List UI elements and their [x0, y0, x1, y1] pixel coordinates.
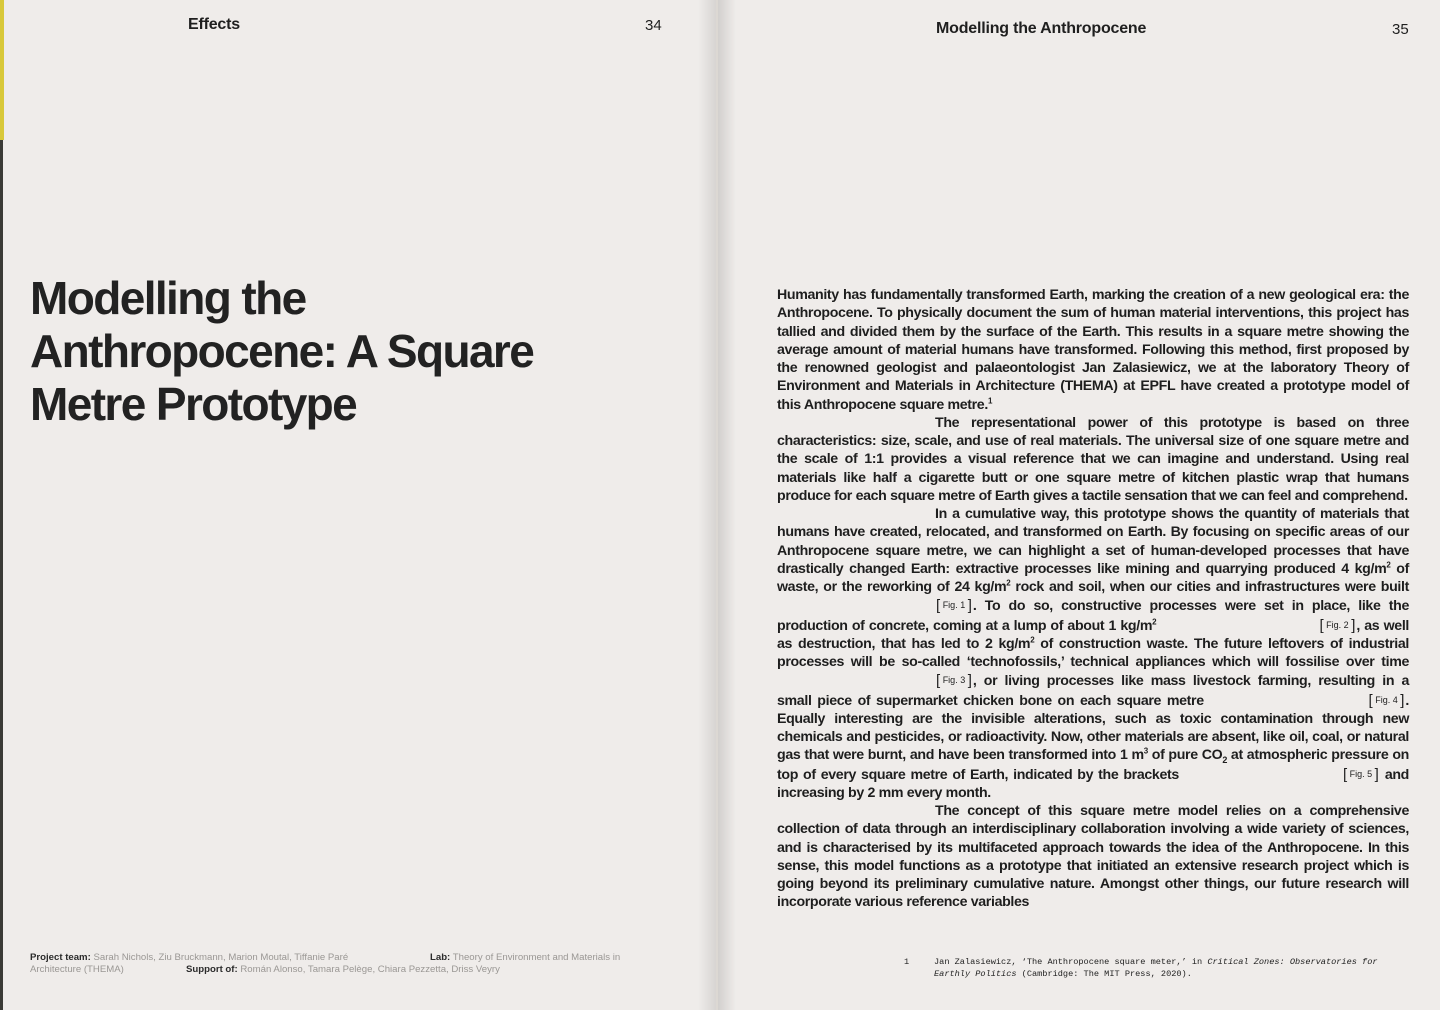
footnote-ref-1[interactable]: 1: [987, 395, 993, 405]
figure-ref-5[interactable]: [ Fig. 5 ]: [1342, 765, 1379, 783]
sup-2: 2: [1030, 635, 1035, 645]
p3-text-4: . To do so, constructive processes were set in place, like the production of concrete, coming at a lump of about 1 kg/m: [777, 598, 1409, 634]
chapter-title-line-2: Anthropocene: A Square: [30, 325, 534, 377]
running-head-right: Modelling the Anthropocene: [936, 20, 1147, 37]
p3-text-3: rock and soil, when our cities and infrastructures were built: [1010, 579, 1409, 595]
paragraph-2: The representational power of this prototype is based on three characteristics: size, scale, and use of real materials. The universal size of one square metre and the scale of 1:1 provides a visual reference that we can imagine and understand. Using real materials like half a cigarette butt or one square metre of kitchen plastic wrap that humans produce for each square metre of Earth gives a tactile sensation that we can feel and comprehend.: [777, 414, 1409, 504]
paragraph-1-text: Humanity has fundamentally transformed Earth, marking the creation of a new geological era: the Anthropocene. To physically document the sum of human material interventions, this project has tallied and divided them by the surface of the Earth. This results in a square metre showing the average amount of material humans have transformed. Following this method, first proposed by the renowned geologist and palaeontologist Jan Zalasiewicz, we at the laboratory Theory of Environment and Materials in Architecture (THEMA) at EPFL have created a prototype model of this Anthropocene square metre.: [777, 287, 1409, 413]
sup-2: 2: [1006, 578, 1011, 588]
lab-name-line-2: Architecture (THEMA): [30, 964, 124, 975]
sub-2: 2: [1222, 755, 1227, 766]
support-label: Support of:: [186, 964, 238, 975]
footnote-text-a: Jan Zalasiewicz, ‘The Anthropocene square meter,’ in: [934, 957, 1208, 967]
p3-text-7: , or living processes like mass livestock farming, resulting in a small piece of supermarket chicken bone on each square metre: [777, 673, 1409, 709]
p3-text-2: of waste, or the reworking of 24 kg/m: [777, 560, 1409, 595]
body-text: [777, 286, 1409, 912]
spine-shadow-left: [698, 0, 716, 1010]
paragraph-4: The concept of this square metre model relies on a comprehensive collection of data through an interdisciplinary collaboration involving a wide variety of sciences, and is characterised by its multifaceted approach towards the idea of the Anthropocene. In this sense, this model functions as a prototype that initiated an extensive research project which is going beyond its preliminary cumulative nature. Amongst other things, our future research will incorporate various reference variables: [777, 803, 1409, 911]
footnote-text-b: (Cambridge: The MIT Press, 2020).: [1016, 969, 1192, 979]
p3-text-6: of construction waste. The future leftovers of industrial processes will be so-called ‘technofossils,’ technical appliances which will fossilise over time: [777, 635, 1409, 670]
sup-2: 2: [1386, 560, 1391, 570]
left-page: [0, 0, 716, 1010]
figure-ref-1-label: Fig. 1: [942, 600, 966, 611]
sup-2: 2: [1152, 616, 1157, 626]
p3-text-8: . Equally interesting are the invisible alterations, such as toxic contamination through new chemicals and pesticides, or radioactivity. Now, other materials are absent, like oil, coal, or natural gas that were burnt, and have been transformed into 1 m: [777, 692, 1409, 764]
chapter-title-line-1: Modelling the: [30, 272, 306, 324]
figure-ref-3-label: Fig. 3: [942, 675, 966, 686]
page-edge-yellow: [0, 0, 4, 140]
project-team-names: Sarah Nichols, Ziu Bruckmann, Marion Moutal, Tiffanie Paré: [93, 952, 349, 963]
p3-text-5: , as well as destruction, that has led to 2 kg/m: [777, 617, 1410, 652]
chapter-title-line-3: Metre Prototype: [30, 378, 357, 430]
figure-ref-5-label: Fig. 5: [1349, 768, 1373, 779]
figure-ref-3[interactable]: [ Fig. 3 ]: [936, 672, 972, 690]
figure-ref-4[interactable]: [ Fig. 4 ]: [1368, 691, 1405, 709]
footnote-text: [934, 956, 1404, 980]
page-number-right: 35: [1392, 21, 1409, 38]
page-edge-dark: [0, 140, 3, 1010]
paragraph-1: [777, 286, 1409, 414]
figure-ref-4-label: Fig. 4: [1375, 694, 1398, 705]
project-team-label: Project team:: [30, 952, 91, 963]
paragraph-3: [777, 505, 1409, 802]
p3-text-9: of pure CO: [1147, 747, 1223, 764]
credits: [30, 952, 670, 976]
show-through-text: [60, 0, 660, 192]
p3-text-11: and increasing by 2 mm every month.: [777, 766, 1410, 801]
figure-ref-1[interactable]: [ Fig. 1 ]: [936, 597, 972, 615]
footnote-book-title: Critical Zones: Observatories for Earthly Politics: [934, 957, 1378, 979]
right-page: [718, 0, 1440, 1010]
running-head-left: Effects: [188, 16, 240, 33]
figure-ref-2[interactable]: [ Fig. 2 ]: [1319, 616, 1356, 634]
page-number-left: 34: [645, 17, 662, 34]
p3-text-10: at atmospheric pressure on top of every square metre of Earth, indicated by the brackets: [777, 747, 1409, 783]
lab-label: Lab:: [430, 952, 451, 963]
chapter-title: [30, 272, 670, 431]
spine-shadow-right: [718, 0, 736, 1010]
p3-text-1: In a cumulative way, this prototype shows the quantity of materials that humans have created, relocated, and transformed on Earth. By focusing on specific areas of our Anthropocene square metre, we can highlight a set of human-developed processes that have drastically changed Earth: extractive processes like mining and quarrying produced 4 kg/m: [777, 506, 1409, 577]
lab-name-line-1: Theory of Environment and Materials in: [452, 952, 621, 963]
support-names: Román Alonso, Tamara Pelège, Chiara Pezzetta, Driss Veyry: [240, 964, 500, 975]
footnote-number: 1: [904, 957, 910, 967]
figure-ref-2-label: Fig. 2: [1326, 619, 1349, 630]
sup-3: 3: [1143, 746, 1148, 756]
